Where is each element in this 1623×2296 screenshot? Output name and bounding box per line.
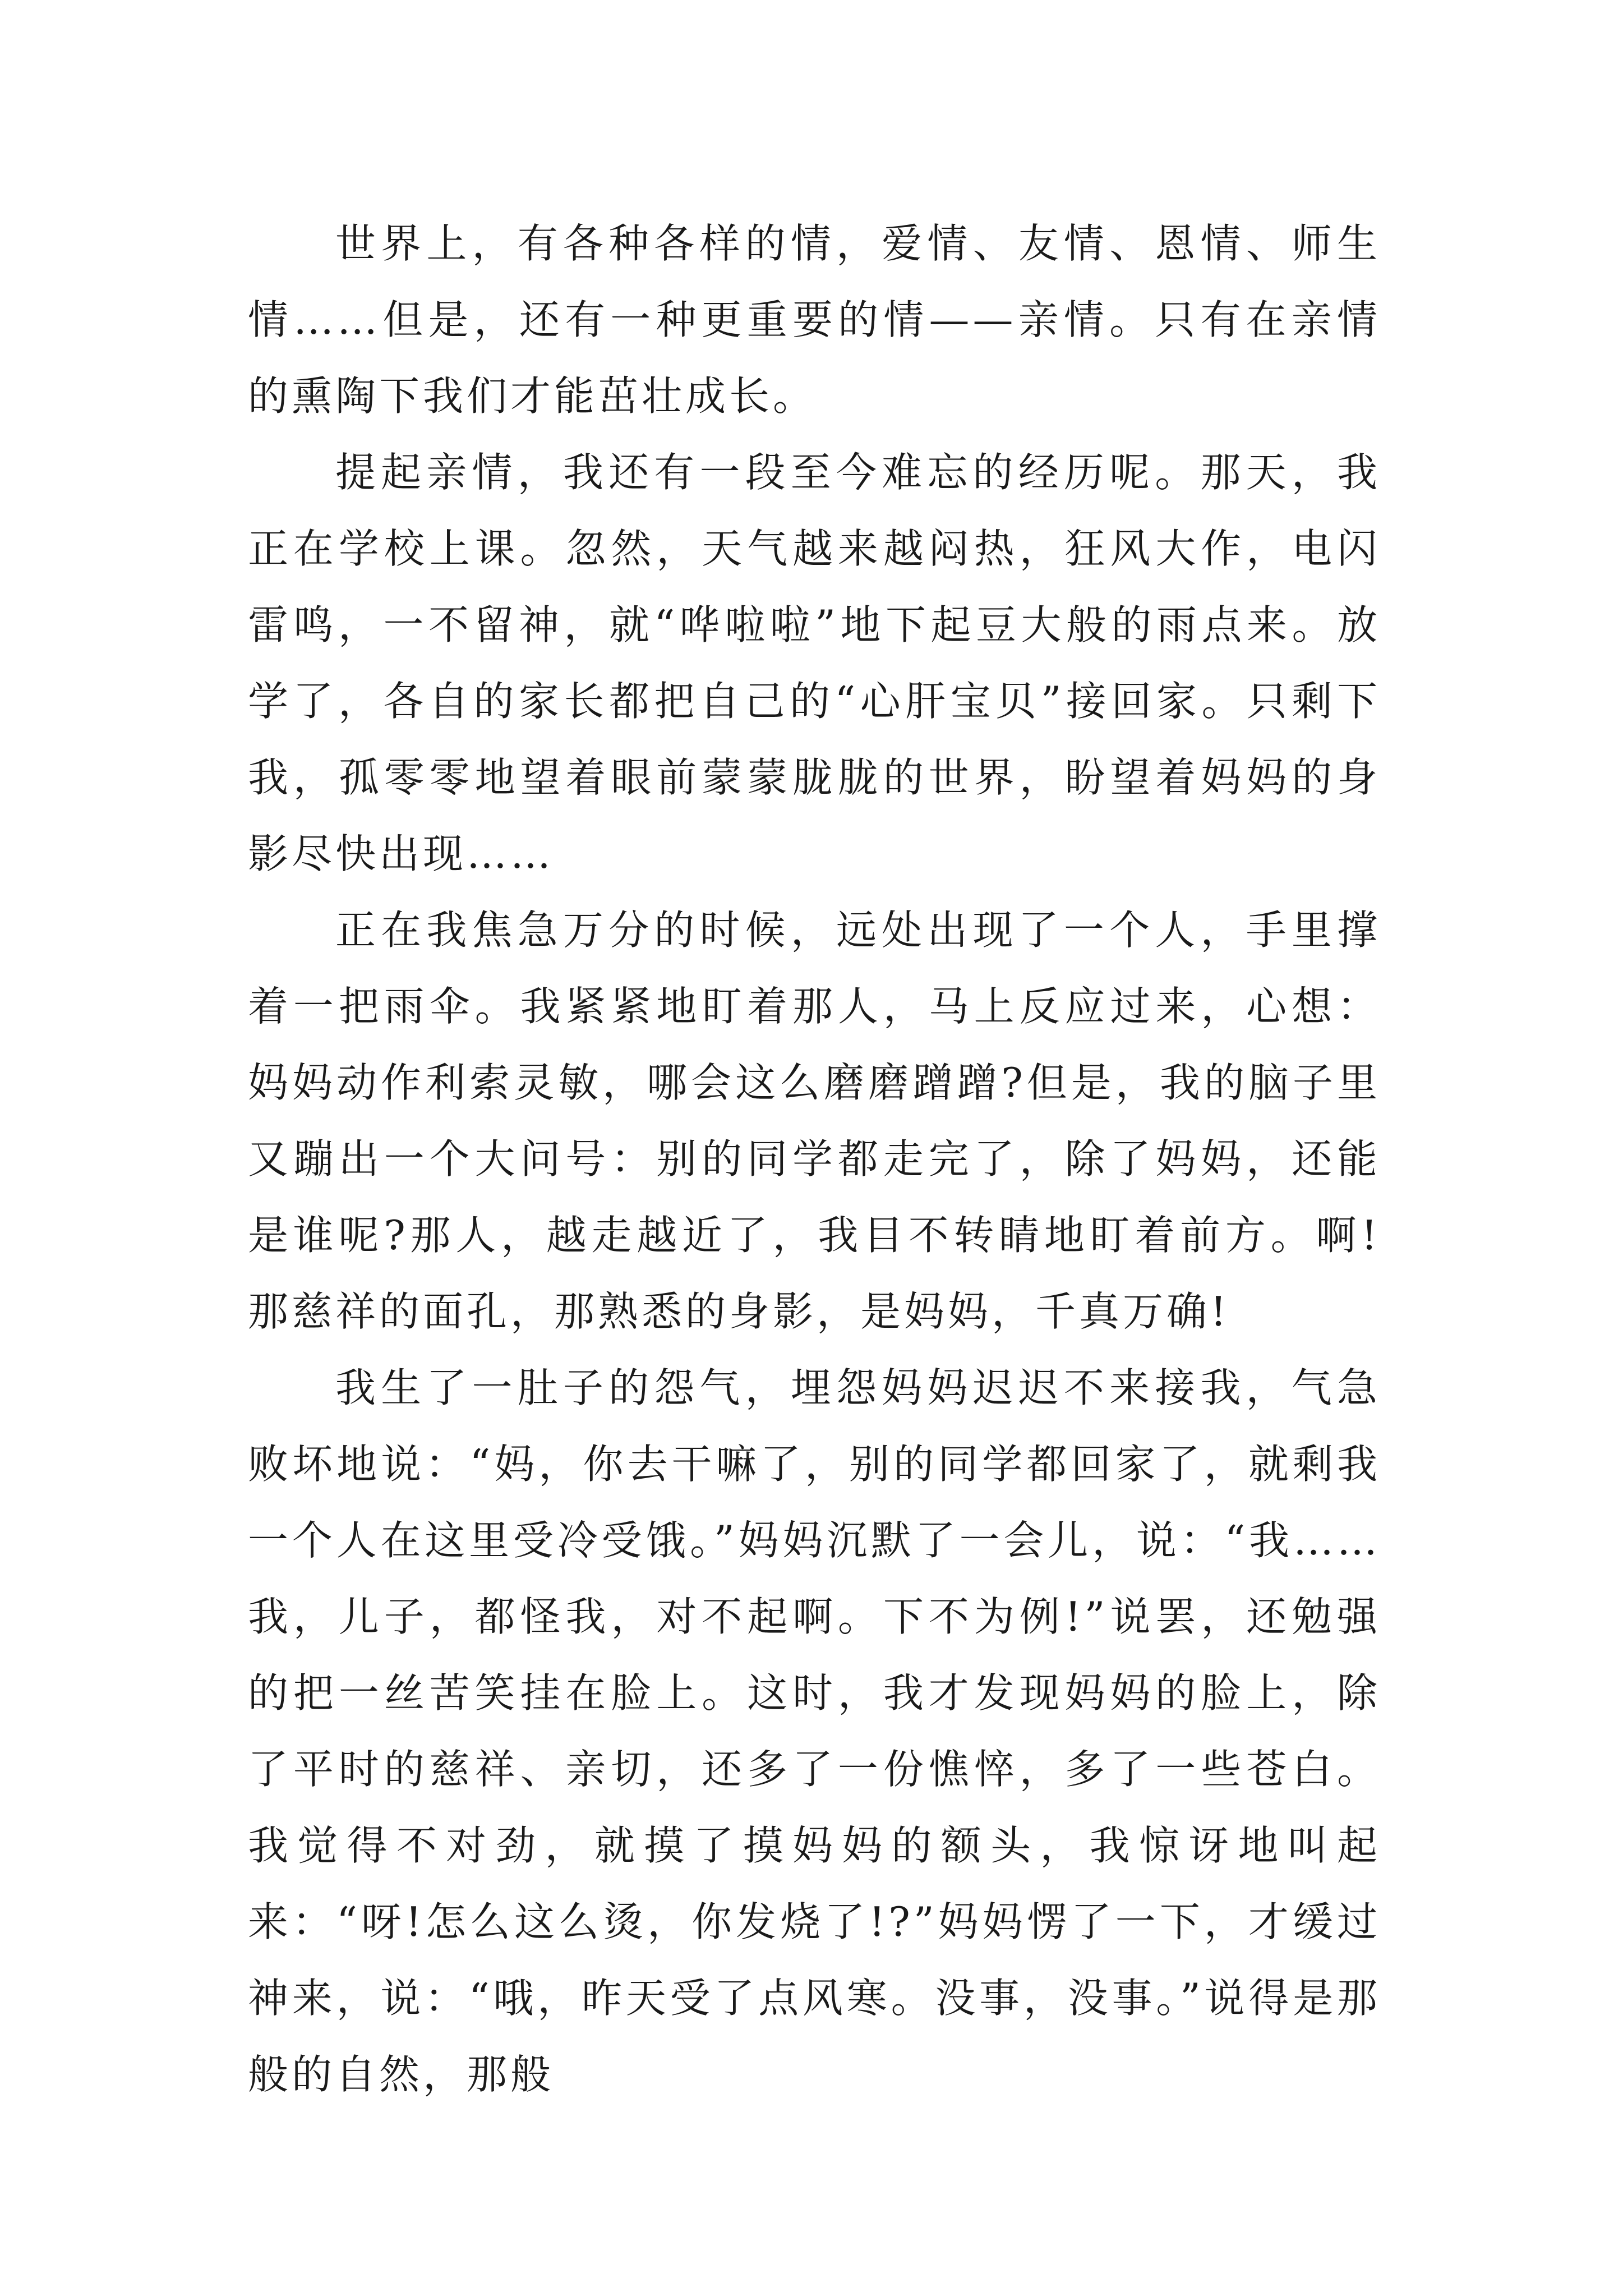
document-body — [248, 205, 1381, 2113]
paragraph-3: 正在我焦急万分的时候，远处出现了一个人，手里撑着一把雨伞。我紧紧地盯着那人，马上反应过来，心想：妈妈动作利索灵敏，哪会这么磨磨蹭蹭?但是，我的脑子里又蹦出一个大问号：别的同学都走完了，除了妈妈，还能是谁呢?那人，越走越近了，我目不转睛地盯着前方。啊!那慈祥的面孔，那熟悉的身影，是妈妈，千真万确! — [248, 907, 1381, 1335]
paragraph-1: 世界上，有各种各样的情，爱情、友情、恩情、师生情……但是，还有一种更重要的情——亲情。只有在亲情的熏陶下我们才能茁壮成长。 — [248, 220, 1381, 420]
paragraph-4: 我生了一肚子的怨气，埋怨妈妈迟迟不来接我，气急败坏地说：“妈，你去干嘛了，别的同学都回家了，就剩我一个人在这里受冷受饿。”妈妈沉默了一会儿，说：“我……我，儿子，都怪我，对不起啊。下不为例!”说罢，还勉强的把一丝苦笑挂在脸上。这时，我才发现妈妈的脸上，除了平时的慈祥、亲切，还多了一份憔悴，多了一些苍白。我觉得不对劲，就摸了摸妈妈的额头，我惊讶地叫起来：“呀!怎么这么烫，你发烧了!?”妈妈愣了一下，才缓过神来，说：“哦，昨天受了点风寒。没事，没事。”说得是那般的自然，那般 — [248, 1364, 1381, 2098]
paragraph-2: 提起亲情，我还有一段至今难忘的经历呢。那天，我正在学校上课。忽然，天气越来越闷热，狂风大作，电闪雷鸣，一不留神，就“哗啦啦”地下起豆大般的雨点来。放学了，各自的家长都把自己的“心肝宝贝”接回家。只剩下我，孤零零地望着眼前蒙蒙胧胧的世界，盼望着妈妈的身影尽快出现…… — [248, 449, 1381, 877]
